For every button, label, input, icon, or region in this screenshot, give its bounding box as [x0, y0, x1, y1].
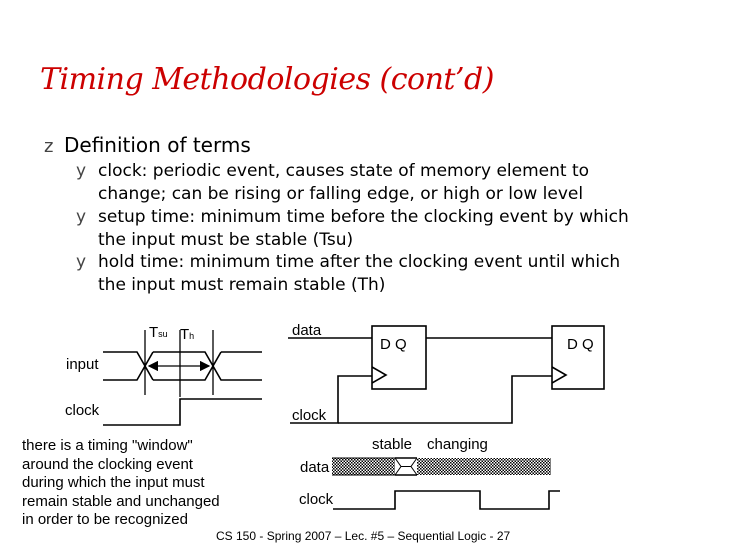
- ff1-dq-label: D Q: [380, 336, 407, 353]
- ff2-dq-label: D Q: [567, 336, 594, 353]
- stable-label: stable: [372, 436, 413, 453]
- ff-clock-label: clock: [292, 407, 327, 424]
- note-line: in order to be recognized: [22, 511, 188, 528]
- note-line: around the clocking event: [22, 455, 193, 473]
- slide-title: Timing Methodologies (cont’d): [40, 62, 494, 97]
- waveform-clock-label: clock: [299, 491, 334, 508]
- bullet-line: the input must remain stable (Th): [98, 275, 386, 295]
- ff-data-label: data: [292, 322, 322, 339]
- bullet-text: Definition of terms: [64, 133, 251, 157]
- clock-waveform: [103, 399, 262, 425]
- waveform-data-label: data: [300, 459, 330, 476]
- th-label: Th: [180, 326, 195, 343]
- bullet-line: change; can be rising or falling edge, or high or low level: [98, 184, 584, 204]
- z-bullet-icon: z: [44, 136, 54, 157]
- input-label: input: [66, 356, 99, 373]
- note-line: there is a timing "window": [22, 437, 193, 454]
- data-waveform: [332, 458, 551, 475]
- bullet-line: clock: periodic event, causes state of memory element to: [98, 161, 590, 181]
- flip-flop-wiring: [288, 338, 552, 423]
- note-line: remain stable and unchanged: [22, 492, 220, 510]
- waveform-clock-trace: [333, 491, 560, 509]
- y-bullet-icon: y: [76, 207, 87, 227]
- tsu-label: Tsu: [149, 324, 168, 341]
- bullet-line: the input must be stable (Tsu): [98, 230, 354, 250]
- changing-label: changing: [427, 436, 488, 453]
- clock-label: clock: [65, 402, 100, 419]
- note-line: during which the input must: [22, 474, 205, 491]
- y-bullet-icon: y: [76, 252, 87, 272]
- y-bullet-icon: y: [76, 161, 87, 181]
- bullet-line: setup time: minimum time before the clocking event by which: [98, 207, 629, 227]
- slide-footer: CS 150 - Spring 2007 – Lec. #5 – Sequential Logic - 27: [216, 529, 511, 543]
- bullet-line: hold time: minimum time after the clocking event until which: [98, 252, 621, 272]
- timing-window-note: [22, 437, 220, 530]
